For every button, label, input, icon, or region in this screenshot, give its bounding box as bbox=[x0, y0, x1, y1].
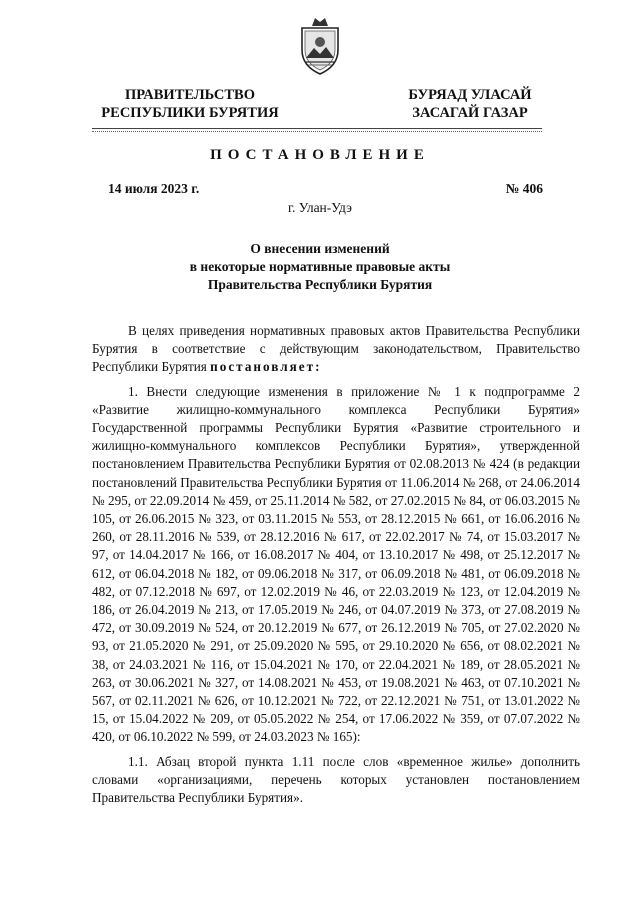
title-line: О внесении изменений bbox=[250, 241, 390, 256]
org-name-russian bbox=[80, 86, 300, 122]
title-line: Правительства Республики Бурятия bbox=[207, 277, 433, 292]
org-line: ПРАВИТЕЛЬСТВО bbox=[125, 87, 255, 103]
org-line: БУРЯАД УЛАСАЙ bbox=[408, 87, 532, 103]
document-title bbox=[0, 240, 640, 294]
preamble-paragraph bbox=[92, 322, 580, 377]
document-date: 14 июля 2023 г. bbox=[108, 181, 200, 196]
preamble-text: В целях приведения нормативных правовых актов Правительства Республики Бурятия в соответствие с действующим законодательством, Правительство Республики Бурятия bbox=[92, 323, 580, 375]
preamble-emphasis: постановляет: bbox=[210, 359, 322, 375]
header-divider-dotted bbox=[92, 131, 542, 132]
document-body bbox=[92, 322, 580, 813]
org-line: ЗАСАГАЙ ГАЗАР bbox=[412, 105, 528, 121]
item-1-paragraph: 1. Внести следующие изменения в приложение № 1 к подпрограмме 2 «Развитие жилищно-коммунального комплекса Республики Бурятия» Государственной программы Республики Бурятия «Развитие строительного и жилищно-коммунального комплексов Республики Бурятия», утвержденной постановлением Правительства Республики Бурятия от 02.08.2013 № 424 (в редакции постановлений Правительства Республики Бурятия от 11.06.2014 № 268, от 24.06.2014 № 295, от 22.09.2014 № 459, от 25.11.2014 № 582, от 27.02.2015 № 84, от 06.03.2015 № 105, от 26.06.2015 № 323, от 03.11.2015 № 553, от 28.12.2015 № 661, от 16.06.2016 № 260, от 28.11.2016 № 539, от 28.12.2016 № 617, от 22.02.2017 № 74, от 15.03.2017 № 97, от 14.04.2017 № 166, от 16.08.2017 № 404, от 13.10.2017 № 498, от 25.12.2017 № 612, от 06.04.2018 № 182, от 09.06.2018 № 317, от 06.09.2018 № 481, от 06.09.2018 № 482, от 07.12.2018 № 697, от 12.02.2019 № 46, от 22.03.2019 № 123, от 12.04.2019 № 186, от 26.04.2019 № 213, от 17.05.2019 № 246, от 04.07.2019 № 373, от 27.08.2019 № 472, от 30.09.2019 № 524, от 20.12.2019 № 677, от 26.12.2019 № 705, от 27.02.2020 № 93, от 21.05.2020 № 291, от 25.09.2020 № 595, от 29.10.2020 № 656, от 08.02.2021 № 38, от 24.03.2021 № 116, от 15.04.2021 № 170, от 22.04.2021 № 189, от 28.05.2021 № 263, от 30.06.2021 № 327, от 14.08.2021 № 453, от 19.08.2021 № 463, от 07.10.2021 № 567, от 02.11.2021 № 626, от 10.12.2021 № 722, от 22.12.2021 № 751, от 13.01.2022 № 15, от 15.04.2022 № 209, от 05.05.2022 № 254, от 17.06.2022 № 359, от 07.07.2022 № 420, от 06.10.2022 № 599, от 24.03.2023 № 165): bbox=[92, 383, 580, 745]
document-city: г. Улан-Удэ bbox=[288, 200, 352, 215]
coat-of-arms-icon bbox=[298, 14, 342, 76]
org-line: РЕСПУБЛИКИ БУРЯТИЯ bbox=[101, 105, 279, 121]
header-divider bbox=[92, 128, 542, 129]
item-1-1-paragraph: 1.1. Абзац второй пункта 1.11 после слов «временное жилье» дополнить словами «организациями, перечень которых установлен постановлением Правительства Республики Бурятия». bbox=[92, 753, 580, 806]
title-line: в некоторые нормативные правовые акты bbox=[189, 259, 451, 274]
org-name-buryat bbox=[360, 86, 580, 122]
document-type: ПОСТАНОВЛЕНИЕ bbox=[210, 147, 430, 163]
document-number: № 406 bbox=[505, 181, 543, 196]
